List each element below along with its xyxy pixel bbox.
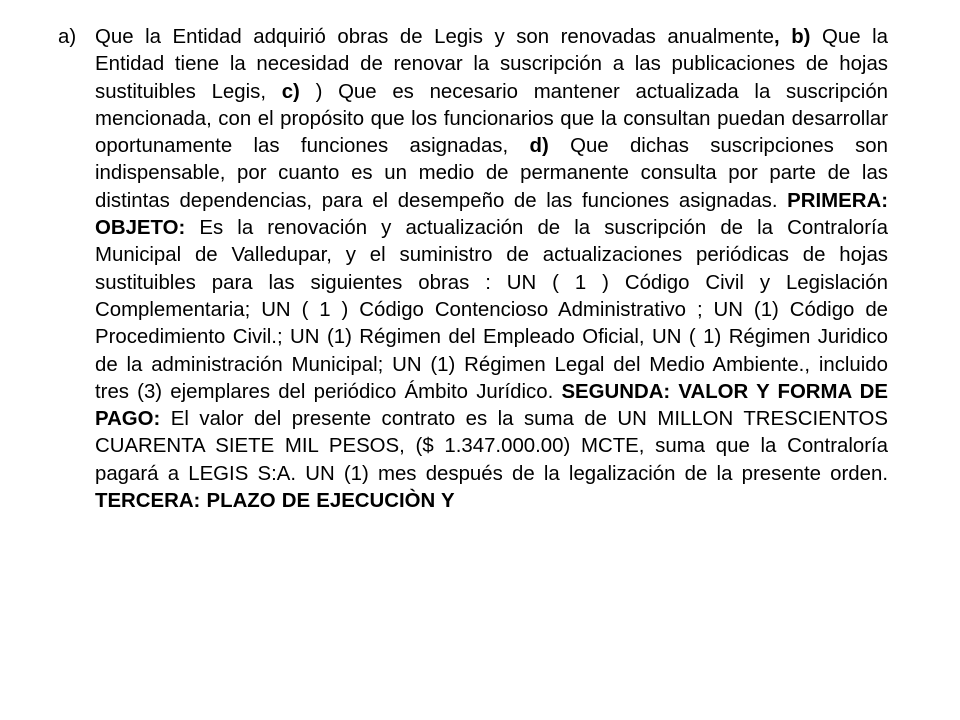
heading-segunda-valor: SEGUNDA: VALOR Y FORMA DE PAGO:	[95, 380, 888, 431]
marker-b: , b)	[773, 26, 811, 48]
text-clause-d: Que dichas suscripciones son indispensable, por cuanto es un medio de permanente consulta por parte de las distintas dependencias, para el desempeño de las funciones asignadas.	[95, 135, 888, 212]
clause-paragraph	[95, 24, 888, 515]
text-valor: El valor del presente contrato es la suma de UN MILLON TRESCIENTOS CUARENTA SIETE MIL PESOS, ($ 1.347.000.00) MCTE, suma que la Contraloría pagará a LEGIS S:A. UN (1) mes después de la legalización de la presente orden.	[95, 408, 888, 485]
heading-primera-objeto: PRIMERA: OBJETO:	[95, 189, 888, 240]
text-clause-b: Que la Entidad tiene la necesidad de renovar la suscripción a las publicaciones de hojas sustituibles Legis,	[95, 26, 888, 103]
heading-tercera-plazo: TERCERA: PLAZO DE EJECUCIÒN Y	[95, 490, 455, 513]
marker-c: c)	[281, 80, 300, 103]
text-intro-a: Que la Entidad adquirió obras de Legis y son renovadas anualmente	[95, 26, 774, 48]
list-item-a	[58, 24, 888, 515]
list-marker: a)	[58, 26, 77, 48]
text-clause-c: ) Que es necesario mantener actualizada la suscripción mencionada, con el propósito que los funcionarios que la consultan puedan desarrollar oportunamente las funciones asignadas,	[95, 80, 888, 158]
text-objeto: Es la renovación y actualización de la suscripción de la Contraloría Municipal de Valledupar, y el suministro de actualizaciones periódicas de hojas sustituibles para las siguientes obras : UN ( 1 ) Código Civil y Legislación Complementaria; UN ( 1 ) Código Contencioso Administrativo ; UN (1) Código de Procedimiento Civil.; UN (1) Régimen del Empleado Oficial, UN ( 1) Régimen Juridico de la administración Municipal; UN (1) Régimen Legal del Medio Ambiente., incluido tres (3) ejemplares del periódico Ámbito Jurídico.	[95, 217, 888, 403]
marker-d: d)	[529, 135, 549, 158]
